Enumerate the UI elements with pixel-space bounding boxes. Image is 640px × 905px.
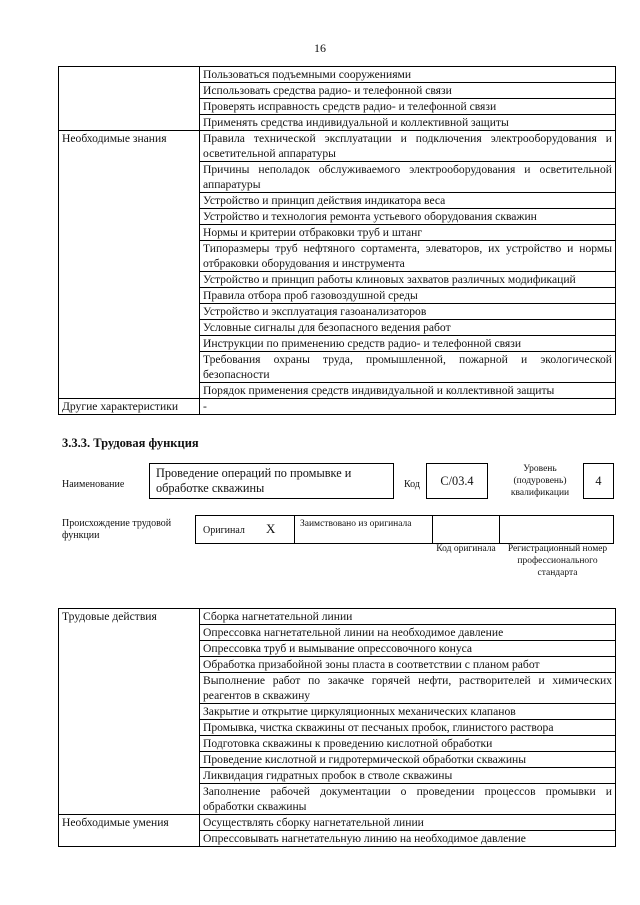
table-cell: Промывка, чистка скважины от песчаных пробок, глинистого раствора [200, 720, 616, 736]
original-label: Оригинал [203, 525, 245, 536]
table-cell: Пользоваться подъемными сооружениями [200, 67, 616, 83]
table-row [59, 815, 616, 831]
table-cell: Обработка призабойной зоны пласта в соответствии с планом работ [200, 657, 616, 673]
function-name: Проведение операций по промывке и обработке скважины [156, 466, 352, 495]
row-group-label: Другие характеристики [59, 399, 200, 415]
table-cell: Типоразмеры труб нефтяного сортамента, элеваторов, их устройство и нормы отбраковки оборудования и инструмента [200, 241, 616, 272]
row-group-label [59, 67, 200, 131]
table-cell: Подготовка скважины к проведению кислотной обработки [200, 736, 616, 752]
table-cell: Устройство и технология ремонта устьевого оборудования скважин [200, 209, 616, 225]
table-row [59, 131, 616, 162]
original-mark: X [266, 521, 276, 536]
table-cell: Заполнение рабочей документации о проведении процессов промывки и обработки скважины [200, 784, 616, 815]
table-cell: Проверять исправность средств радио- и телефонной связи [200, 99, 616, 115]
code-box [426, 463, 488, 499]
code-label: Код [404, 479, 420, 490]
requirements-table [58, 66, 616, 415]
table-cell: Опрессовывать нагнетательную линию на необходимое давление [200, 831, 616, 847]
borrowed-label: Заимствовано из оригинала [300, 519, 412, 529]
table-cell: Требования охраны труда, промышленной, пожарной и экологической безопасности [200, 352, 616, 383]
level-box [583, 463, 614, 499]
table-cell: Использовать средства радио- и телефонной связи [200, 83, 616, 99]
table-cell: Проведение кислотной и гидротермической обработки скважины [200, 752, 616, 768]
table-cell: Причины неполадок обслуживаемого электрооборудования и осветительной аппаратуры [200, 162, 616, 193]
section-heading: 3.3.3. Трудовая функция [62, 436, 199, 450]
table-cell: Условные сигналы для безопасного ведения работ [200, 320, 616, 336]
code-original-caption: Код оригинала [436, 544, 496, 554]
level-label: Уровень (подуровень) квалификации [510, 464, 570, 498]
reg-number-caption: Регистрационный номер профессионального стандарта [507, 544, 608, 578]
divider [294, 516, 295, 543]
page-number: 16 [314, 41, 326, 55]
table-cell: Нормы и критерии отбраковки труб и штанг [200, 225, 616, 241]
name-label: Наименование [62, 479, 125, 490]
table-cell: Ликвидация гидратных пробок в стволе скважины [200, 768, 616, 784]
actions-table [58, 608, 616, 847]
code-value: С/03.4 [440, 474, 474, 488]
table-row [59, 399, 616, 415]
table-cell: Правила отбора проб газовоздушной среды [200, 288, 616, 304]
table-cell: Порядок применения средств индивидуальной и коллективной защиты [200, 383, 616, 399]
name-box [149, 463, 394, 499]
row-group-label: Необходимые знания [59, 131, 200, 399]
table-cell: Устройство и эксплуатация газоанализаторов [200, 304, 616, 320]
table-cell: Выполнение работ по закачке горячей нефти, растворителей и химических реагентов в скважину [200, 673, 616, 704]
origin-label: Происхождение трудовой функции [62, 518, 172, 541]
table-cell: Устройство и принцип действия индикатора веса [200, 193, 616, 209]
table-cell: Правила технической эксплуатации и подключения электрооборудования и осветительной аппаратуры [200, 131, 616, 162]
table-cell: Сборка нагнетательной линии [200, 609, 616, 625]
divider [432, 516, 433, 543]
table-cell: - [200, 399, 616, 415]
level-value: 4 [595, 474, 602, 488]
divider [499, 516, 500, 543]
row-group-label: Трудовые действия [59, 609, 200, 815]
origin-row [195, 515, 614, 544]
table-cell: Осуществлять сборку нагнетательной линии [200, 815, 616, 831]
table-cell: Применять средства индивидуальной и коллективной защиты [200, 115, 616, 131]
table-cell: Инструкции по применению средств радио- и телефонной связи [200, 336, 616, 352]
table-cell: Опрессовка труб и вымывание опрессовочного конуса [200, 641, 616, 657]
table-cell: Закрытие и открытие циркуляционных механических клапанов [200, 704, 616, 720]
row-group-label: Необходимые умения [59, 815, 200, 847]
table-row [59, 609, 616, 625]
table-cell: Устройство и принцип работы клиновых захватов различных модификаций [200, 272, 616, 288]
table-row [59, 67, 616, 83]
table-cell: Опрессовка нагнетательной линии на необходимое давление [200, 625, 616, 641]
